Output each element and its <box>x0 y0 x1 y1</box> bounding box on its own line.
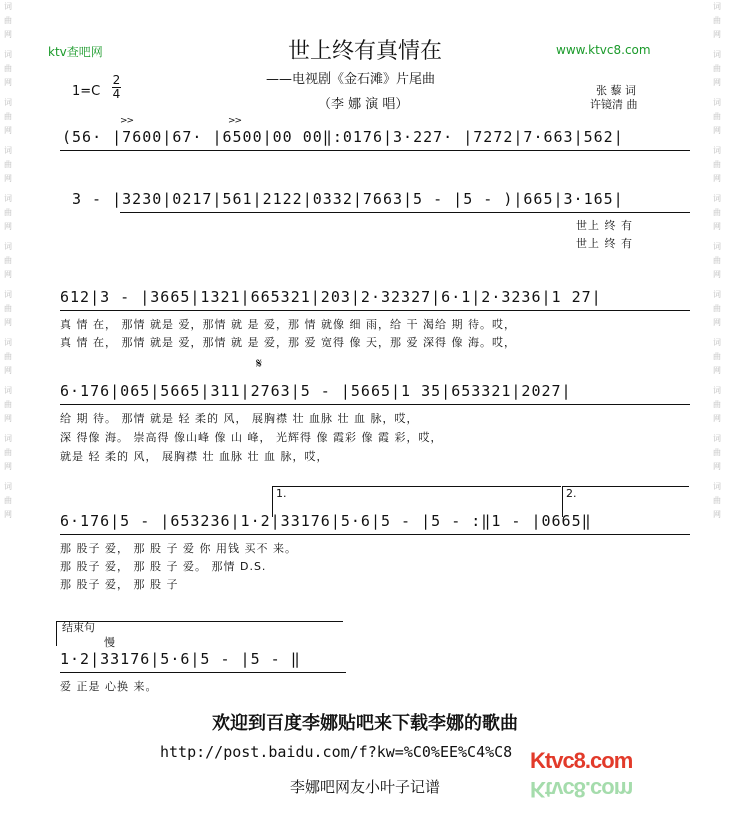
lyric-line: 那 股子 爱， 那 股 子 爱 你 用钱 买不 来。 <box>60 542 297 555</box>
right-site-label[interactable]: www.ktvc8.com <box>556 43 651 57</box>
promo-text: 欢迎到百度李娜贴吧来下载李娜的歌曲 <box>212 713 518 734</box>
key-signature: 1=C <box>72 84 101 99</box>
underline-beam <box>60 534 690 535</box>
volta-1-label: 1. <box>276 487 287 500</box>
lyric-line: 给 期 待。 那情 就是 轻 柔的 风， 展胸襟 壮 血脉 壮 血 脉，哎， <box>60 412 419 425</box>
song-title: 世上终有真情在 <box>287 39 442 64</box>
left-side-watermark: 词曲网 词曲网 词曲网 词曲网 词曲网 词曲网 词曲网 词曲网 词曲网 词曲网 词曲网 <box>4 2 12 519</box>
lyric-line: 那 股子 爱， 那 股 子 <box>60 578 179 591</box>
left-site-label[interactable]: ktv查吧网 <box>48 45 103 59</box>
site-watermark-logo: Ktvc8.com <box>530 748 633 773</box>
underline-beam <box>60 404 690 405</box>
score-row-5: 6·176|5 - |653236|1·2|33176|5·6|5 - |5 - :‖1 - |0665‖ <box>60 512 592 530</box>
score-row-6: 1·2|33176|5·6|5 - |5 - ‖ <box>60 650 301 668</box>
lyric-line: 世上 终 有 <box>576 219 633 232</box>
segno-sign: 𝄋 <box>256 356 263 372</box>
lyric-line: 真 情 在， 那情 就是 爱，那情 就 是 爱，那 爱 宽得 像 天，那 爱 深得 像 海。哎， <box>60 336 516 349</box>
song-subtitle: ——电视剧《金石滩》片尾曲 <box>266 72 436 87</box>
underline-beam <box>120 212 690 213</box>
right-side-watermark: 词曲网 词曲网 词曲网 词曲网 词曲网 词曲网 词曲网 词曲网 词曲网 词曲网 词曲网 <box>713 2 721 519</box>
lyric-line: 那 股子 爱， 那 股 子 爱。 那情 D.S. <box>60 560 267 573</box>
coda-bracket <box>56 621 343 646</box>
score-row-4: 6·176|065|5665|311|2763|5 - |5665|1 35|653321|2027| <box>60 382 572 400</box>
score-row-2: 3 - |3230|0217|561|2122|0332|7663|5 - |5 - )|665|3·165| <box>72 190 624 208</box>
time-signature: 2 4 <box>112 73 121 101</box>
site-watermark-reflection: Ktvc8.com <box>530 777 633 802</box>
lyricist: 张 藜 词 <box>596 84 636 97</box>
tempo-marking: 慢 <box>104 636 115 649</box>
accent-marks: >> <box>120 116 134 126</box>
underline-beam <box>60 150 690 151</box>
lyric-line: 爱 正是 心换 来。 <box>60 680 158 693</box>
source-url[interactable]: http://post.baidu.com/f?kw=%C0%EE%C4%C8 <box>160 743 513 761</box>
lyric-line: 就是 轻 柔的 风， 展胸襟 壮 血脉 壮 血 脉，哎， <box>60 450 329 463</box>
underline-beam <box>60 672 346 673</box>
lyric-line: 深 得像 海。 崇高得 像山峰 像 山 峰， 光辉得 像 霞彩 像 霞 彩，哎， <box>60 431 443 444</box>
coda-label: 结束句 <box>62 621 95 634</box>
lyric-line: 真 情 在， 那情 就是 爱，那情 就 是 爱，那 情 就像 细 雨，给 干 渴给 期 待。哎， <box>60 318 516 331</box>
transcriber-credit: 李娜吧网友小叶子记谱 <box>289 778 440 796</box>
lyric-line: 世上 终 有 <box>576 237 633 250</box>
volta-2-label: 2. <box>566 487 577 500</box>
performer: （李 娜 演 唱） <box>318 97 409 112</box>
underline-beam <box>60 310 690 311</box>
score-row-3: 612|3 - |3665|1321|665321|203|2·32327|6·1|2·3236|1 27| <box>60 288 602 306</box>
accent-marks: >> <box>228 116 242 126</box>
composer: 许镜清 曲 <box>590 98 638 111</box>
score-row-1: (56· |7600|67· |6500|00 00‖:0176|3·227· |7272|7·663|562| <box>62 128 624 146</box>
